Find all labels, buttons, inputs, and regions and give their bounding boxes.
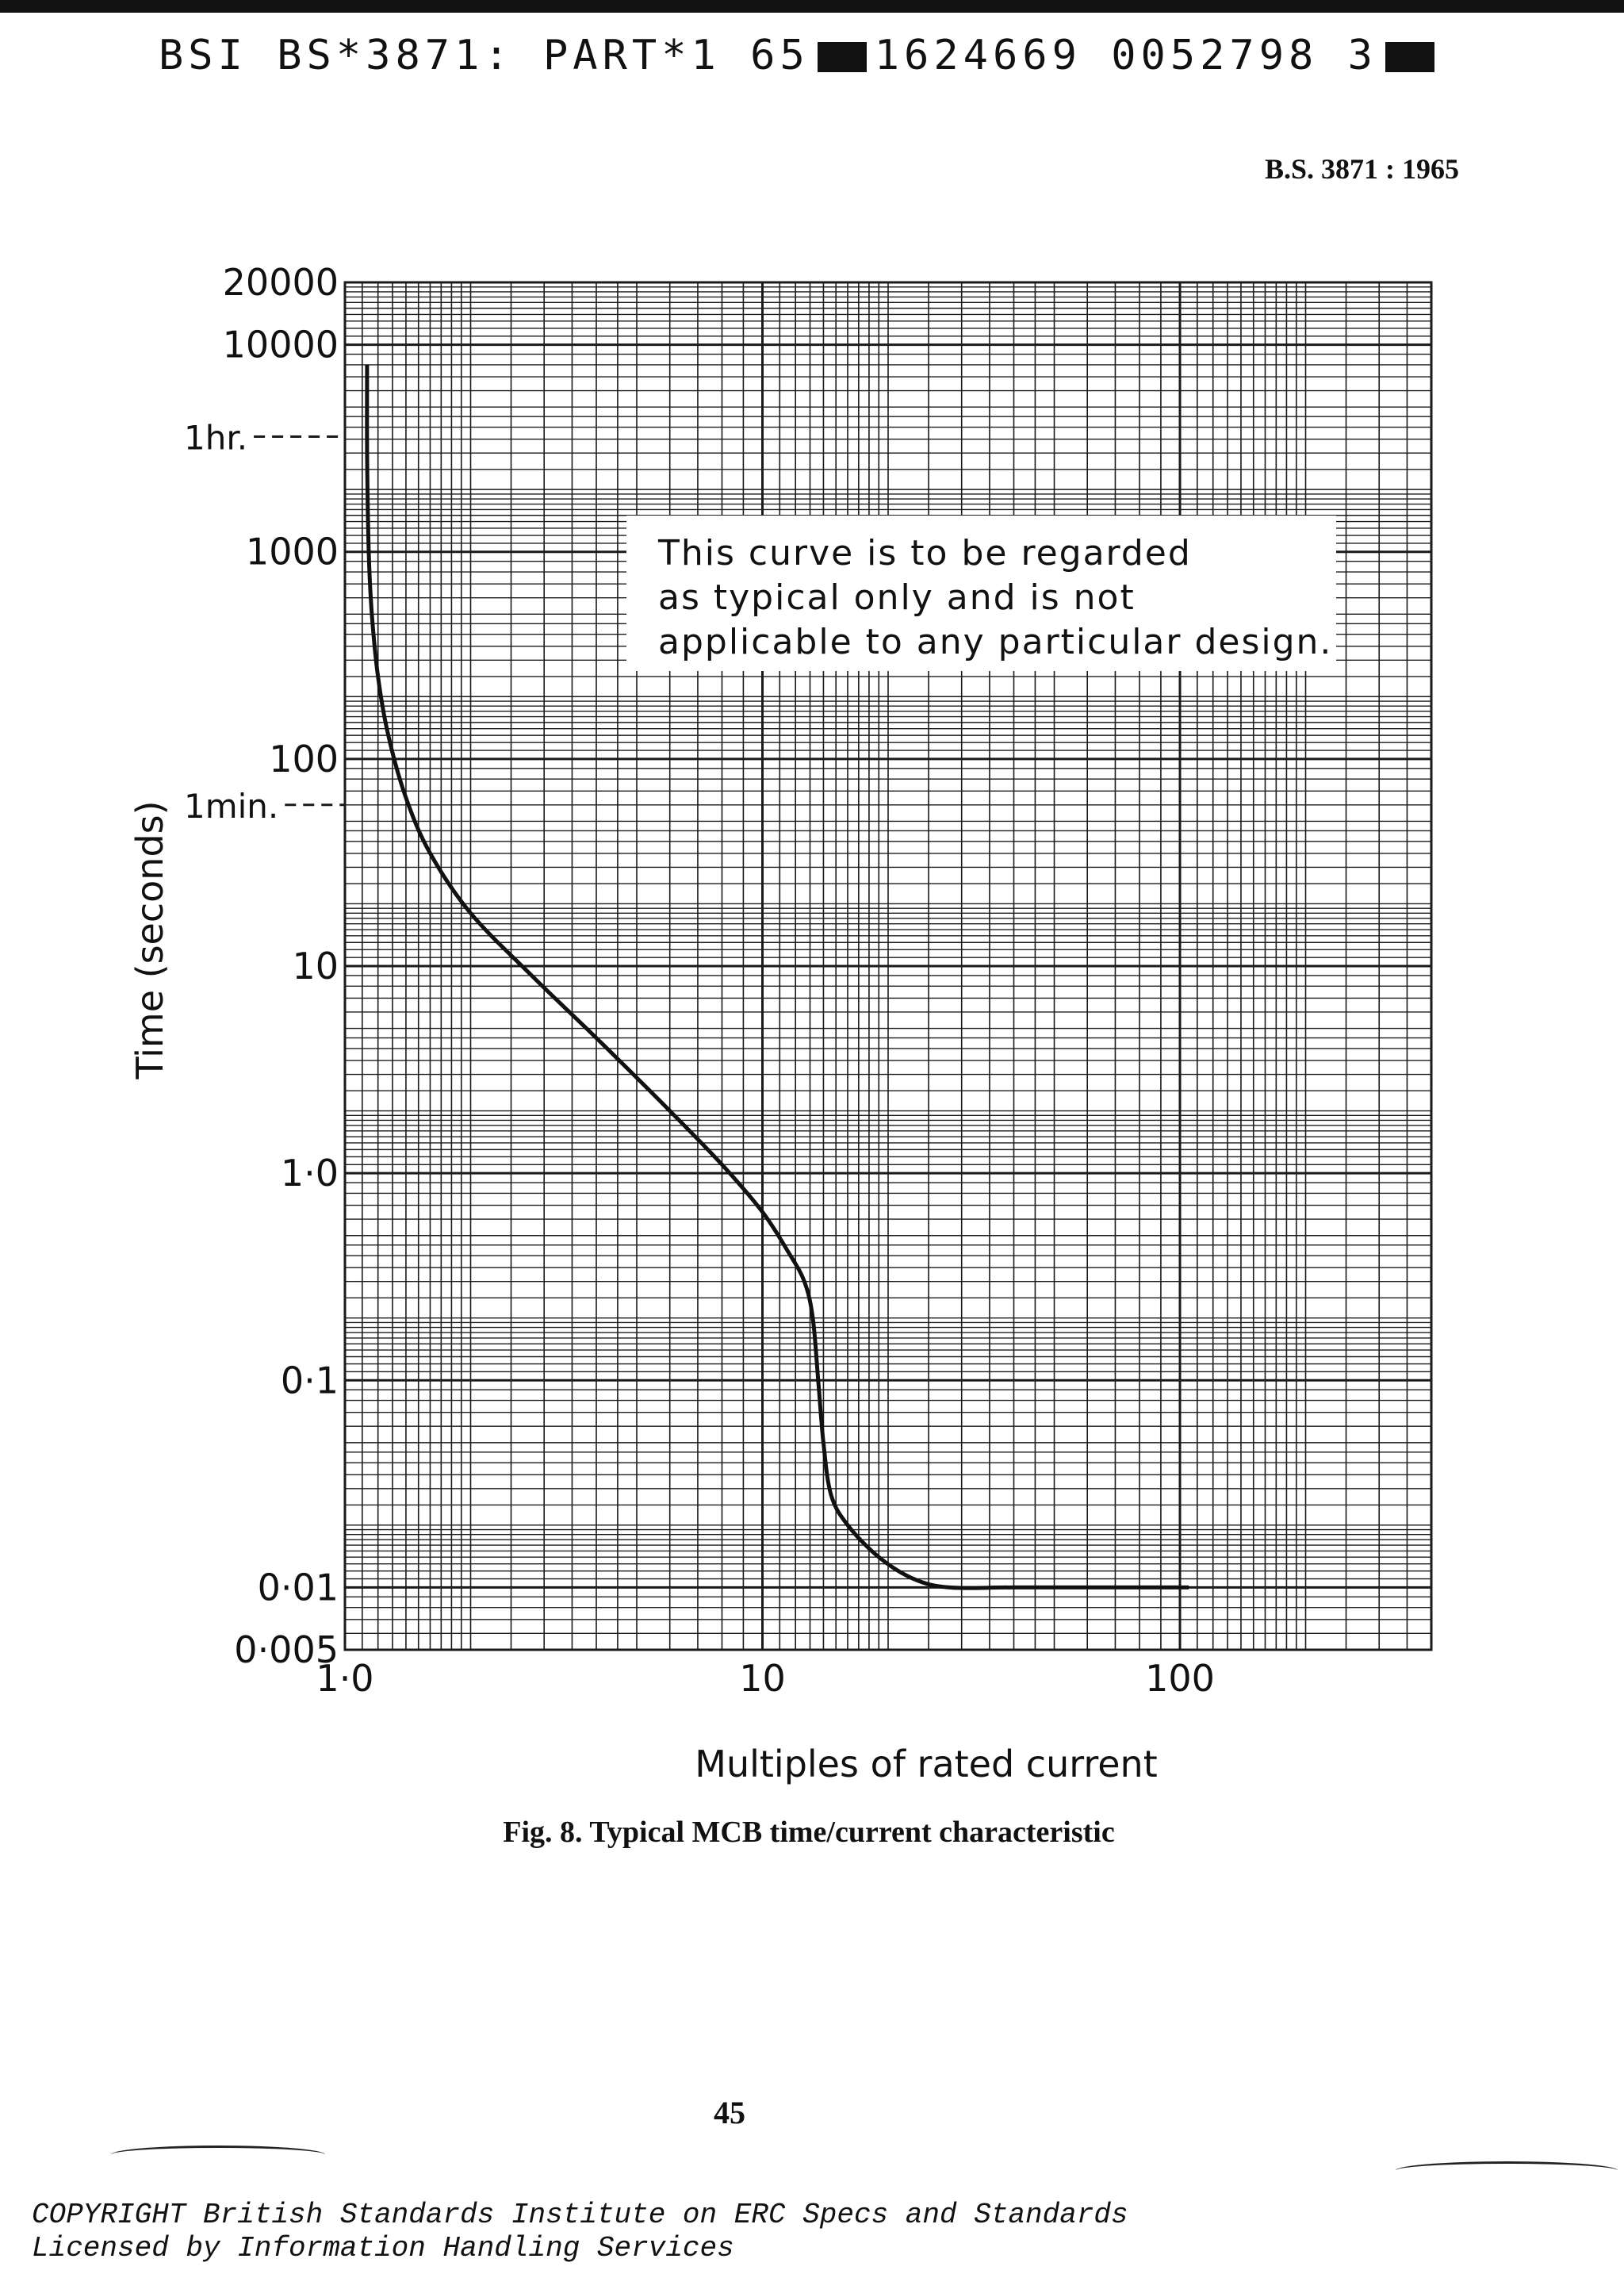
annotation-line: applicable to any particular design.	[658, 622, 1333, 662]
y-axis-label: Time (seconds)	[128, 800, 171, 1079]
chart-grid	[345, 282, 1431, 1650]
y-reference-label: 1hr.	[184, 418, 248, 458]
x-axis-label: Multiples of rated current	[695, 1743, 1158, 1785]
y-tick-label: 100	[269, 737, 339, 780]
y-tick-label: 1·0	[280, 1152, 339, 1195]
x-tick-label: 1·0	[316, 1657, 374, 1700]
y-tick-label: 10	[292, 945, 339, 987]
standard-reference: B.S. 3871 : 1965	[1264, 153, 1459, 185]
annotation-line: as typical only and is not	[658, 577, 1136, 618]
document-code-left: BSI BS*3871: PART*1 65	[159, 32, 810, 79]
page-number: 45	[714, 2095, 745, 2130]
x-tick-label: 10	[739, 1657, 786, 1700]
y-tick-label: 0·005	[234, 1628, 339, 1671]
annotation-line: This curve is to be regarded	[658, 533, 1192, 573]
document-code-right: 1624669 0052798 3	[874, 32, 1377, 79]
y-tick-label: 10000	[222, 323, 339, 366]
copyright-line: COPYRIGHT British Standards Institute on ERC Specs and Standards	[32, 2199, 1128, 2231]
license-line: Licensed by Information Handling Services	[32, 2232, 734, 2264]
chart-tick-labels	[184, 261, 1215, 1700]
y-tick-label: 0·01	[257, 1566, 339, 1609]
y-tick-label: 1000	[245, 530, 339, 573]
y-reference-label: 1min.	[184, 786, 279, 826]
figure-caption: Fig. 8. Typical MCB time/current characteristic	[503, 1816, 1115, 1849]
chart-annotation	[626, 516, 1336, 671]
margin-mark	[1396, 2161, 1618, 2180]
x-tick-label: 100	[1145, 1657, 1215, 1700]
y-tick-label: 0·1	[280, 1359, 339, 1402]
y-tick-label: 20000	[222, 261, 339, 304]
margin-mark	[111, 2146, 325, 2164]
copyright-footer	[32, 2199, 1380, 2265]
